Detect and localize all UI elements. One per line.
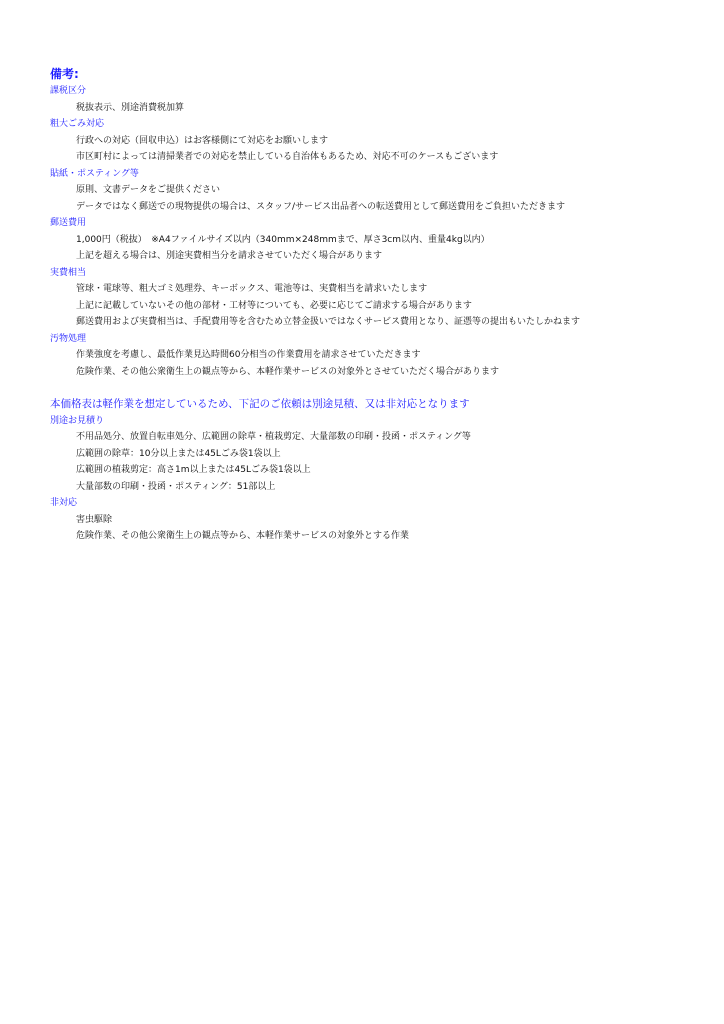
note-line: 行政への対応（回収申込）はお客様側にて対応をお願いします xyxy=(76,135,329,146)
note-line: 作業強度を考慮し、最低作業見込時間60分相当の作業費用を請求させていただきます xyxy=(76,350,421,360)
note-line: 郵送費用および実費相当は、手配費用等を含むため立替金扱いではなくサービス費用となり、証憑等の提出もいたしかねます xyxy=(76,317,581,327)
section-heading-not-supported: 非対応 xyxy=(50,498,78,508)
note-line: データではなく郵送での現物提供の場合は、スタッフ/サービス出品者への転送費用として郵送費用をご負担いただきます xyxy=(76,201,566,212)
note-line: 税抜表示、別途消費税加算 xyxy=(76,102,185,113)
note-line: 危険作業、その他公衆衛生上の観点等から、本軽作業サービスの対象外とする作業 xyxy=(76,531,410,541)
note-line: 上記に記載していないその他の部材・工材等についても、必要に応じてご請求する場合があります xyxy=(76,300,472,311)
note-line: 広範囲の除草：10分以上または45Lごみ袋1袋以上 xyxy=(76,448,281,459)
note-line: 市区町村によっては清掃業者での対応を禁止している自治体もあるため、対応不可のケースもございます xyxy=(76,152,499,162)
notes-title: 備考: xyxy=(50,67,79,81)
section-heading-posting: 貼紙・ポスティング等 xyxy=(50,168,139,179)
note-line: 原則、文書データをご提供ください xyxy=(76,185,221,195)
section-heading-bulky-waste: 粗大ごみ対応 xyxy=(50,119,105,129)
note-line: 大量部数の印刷・投函・ポスティング：51部以上 xyxy=(76,481,276,492)
note-line: 不用品処分、放置自転車処分、広範囲の除草・植栽剪定、大量部数の印刷・投函・ポスティング等 xyxy=(76,432,471,442)
note-line: 上記を超える場合は、別途実費相当分を請求させていただく場合があります xyxy=(76,251,383,261)
note-line: 1,000円（税抜） ※A4ファイルサイズ以内（340mm×248mmまで、厚さ3cm以内、重量4kg以内） xyxy=(76,234,490,245)
scope-title: 本価格表は軽作業を想定しているため、下記のご依頼は別途見積、又は非対応となります xyxy=(50,398,470,410)
section-heading-separate-quote: 別途お見積り xyxy=(50,415,105,426)
note-line: 危険作業、その他公衆衛生上の観点等から、本軽作業サービスの対象外とさせていただく場合があります xyxy=(76,366,500,377)
notes-content xyxy=(50,66,690,545)
note-line: 広範囲の植栽剪定：高さ1m以上または45Lごみ袋1袋以上 xyxy=(76,465,311,475)
section-heading-tax: 課税区分 xyxy=(50,86,87,96)
section-heading-actual-cost: 実費相当 xyxy=(50,267,87,278)
section-heading-waste-disposal: 汚物処理 xyxy=(50,333,87,344)
note-line: 害虫駆除 xyxy=(76,514,113,525)
note-line: 管球・電球等、粗大ゴミ処理券、キーボックス、電池等は、実費相当を請求いたします xyxy=(76,284,428,294)
section-heading-postage: 郵送費用 xyxy=(50,218,87,228)
